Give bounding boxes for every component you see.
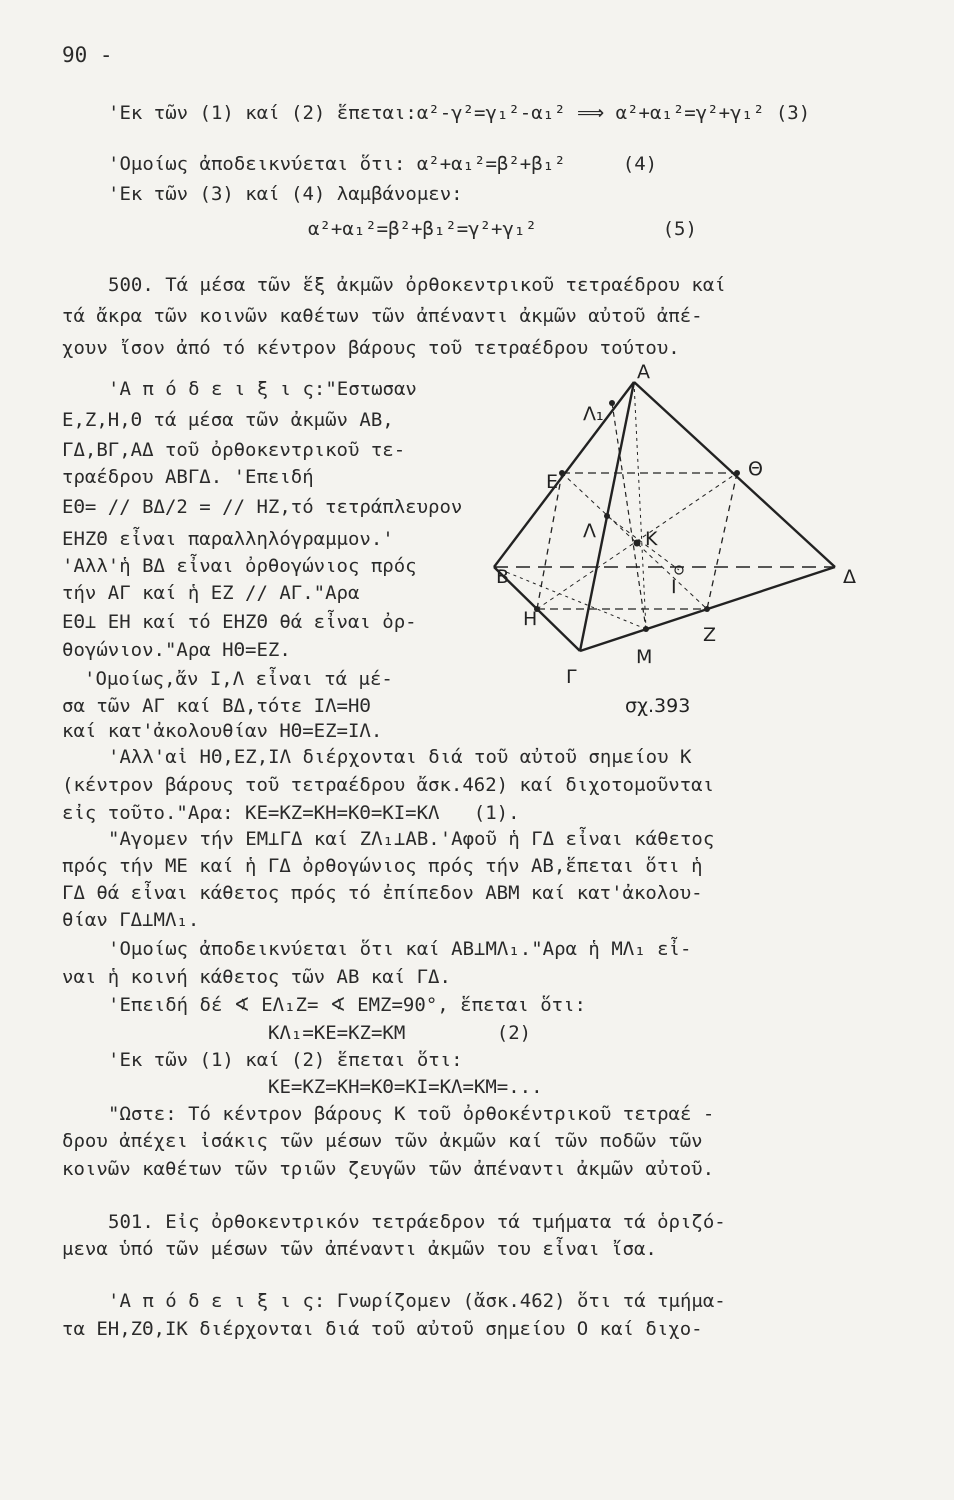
label-l1: Λ₁ bbox=[583, 403, 604, 425]
page-header: 90 - bbox=[62, 43, 113, 67]
label-k: Κ bbox=[645, 528, 658, 550]
text-line: πρός τήν ΜΕ καί ἡ ΓΔ ὀρθογώνιος πρός τήν ΑΒ,ἕπεται ὅτι ἡ bbox=[62, 855, 703, 877]
text-line: ΚΛ₁=ΚΕ=ΚΖ=ΚΜ (2) bbox=[268, 1022, 532, 1044]
text-line: θογώνιον."Αρα ΗΘ=ΕΖ. bbox=[62, 639, 291, 661]
point-l1 bbox=[609, 400, 615, 406]
text-line: ΕΘ= // ΒΔ/2 = // ΗΖ,τό τετράπλευρον bbox=[62, 496, 463, 518]
text-line: 'Ομοίως,ἄν Ι,Λ εἶναι τά μέ- bbox=[84, 668, 393, 690]
text-line: (κέντρον βάρους τοῦ τετραέδρου ἄσκ.462) καί διχοτομοῦνται bbox=[62, 774, 715, 796]
text-line: μενα ὑπό τῶν μέσων τῶν ἀπέναντι ἀκμῶν του εἶναι ἴσα. bbox=[62, 1238, 657, 1260]
label-b: Β bbox=[496, 566, 510, 588]
label-m: Μ bbox=[636, 646, 653, 668]
text-line: τά ἄκρα τῶν κοινῶν καθέτων τῶν ἀπέναντι ἀκμῶν αὐτοῦ ἀπέ- bbox=[62, 305, 703, 327]
text-line: "Αγομεν τήν ΕΜ⊥ΓΔ καί ΖΛ₁⊥ΑΒ.'Αφοῦ ἡ ΓΔ εἶναι κάθετος bbox=[108, 828, 715, 850]
text-line: 501. Εἰς ὀρθοκεντρικόν τετράεδρον τά τμήματα τά ὁριζό- bbox=[108, 1211, 726, 1233]
text-line: 'Επειδή δέ ∢ ΕΛ₁Ζ= ∢ ΕΜΖ=90°, ἕπεται ὅτι: bbox=[108, 994, 586, 1016]
text-line: 'Αλλ'αἱ ΗΘ,ΕΖ,ΙΛ διέρχονται διά τοῦ αὐτοῦ σημείου Κ bbox=[108, 746, 692, 768]
text-line: 'Ομοίως ἀποδεικνύεται ὅτι: α²+α₁²=β²+β₁² (4) bbox=[108, 153, 658, 175]
label-z: Ζ bbox=[703, 624, 717, 646]
text-line: τα ΕΗ,ΖΘ,ΙΚ διέρχονται διά τοῦ αὐτοῦ σημείου Ο καί διχο- bbox=[62, 1318, 703, 1340]
label-e: Ε bbox=[546, 471, 559, 493]
text-line: 'Εκ τῶν (1) καί (2) ἕπεται:α²-γ²=γ₁²-α₁² ⟹ α²+α₁²=γ²+γ₁² (3) bbox=[108, 102, 811, 124]
segment-b-m bbox=[494, 567, 646, 629]
text-line: τραέδρου ΑΒΓΔ. 'Επειδή bbox=[62, 466, 314, 488]
point-l bbox=[604, 513, 610, 519]
text-line: "Ωστε: Τό κέντρον βάρους Κ τοῦ ὀρθοκέντρικοῦ τετραέ - bbox=[108, 1103, 715, 1125]
text-line: 'Α π ό δ ε ι ξ ι ς:"Εστωσαν bbox=[108, 378, 417, 400]
text-line: ΓΔ,ΒΓ,ΑΔ τοῦ ὀρθοκεντρικοῦ τε- bbox=[62, 439, 406, 461]
text-line: χουν ἴσον ἀπό τό κέντρον βάρους τοῦ τετραέδρου τούτου. bbox=[62, 337, 680, 359]
text-line: ναι ἡ κοινή κάθετος τῶν ΑΒ καί ΓΔ. bbox=[62, 966, 451, 988]
text-line: 'Ομοίως ἀποδεικνύεται ὅτι καί ΑΒ⊥ΜΛ₁."Αρα ἡ ΜΛ₁ εἶ- bbox=[108, 938, 692, 960]
text-line: τήν ΑΓ καί ἡ ΕΖ // ΑΓ."Αρα bbox=[62, 582, 360, 604]
text-line: ΚΕ=ΚΖ=ΚΗ=ΚΘ=ΚΙ=ΚΛ=ΚΜ=... bbox=[268, 1076, 543, 1098]
point-m bbox=[643, 626, 649, 632]
text-line: 'Εκ τῶν (3) καί (4) λαμβάνομεν: bbox=[108, 183, 463, 205]
text-line: κοινῶν καθέτων τῶν τριῶν ζευγῶν τῶν ἀπέναντι ἀκμῶν αὐτοῦ. bbox=[62, 1158, 715, 1180]
text-line: 500. Τά μέσα τῶν ἕξ ἀκμῶν ὀρθοκεντρικοῦ τετραέδρου καί bbox=[108, 274, 726, 296]
point-k bbox=[634, 540, 641, 547]
point-theta bbox=[734, 470, 740, 476]
figure-caption: σχ.393 bbox=[625, 695, 691, 717]
text-line: 'Α π ό δ ε ι ξ ι ς: Γνωρίζομεν (ἄσκ.462) ὅτι τά τμήμα- bbox=[108, 1290, 726, 1312]
point-z bbox=[704, 606, 710, 612]
label-i: Ι bbox=[671, 576, 677, 598]
text-line: θίαν ΓΔ⊥ΜΛ₁. bbox=[62, 909, 200, 931]
text-line: α²+α₁²=β²+β₁²=γ²+γ₁² (5) bbox=[308, 218, 697, 240]
text-line: καί κατ'ἀκολουθίαν ΗΘ=ΕΖ=ΙΛ. bbox=[62, 720, 383, 742]
label-theta: Θ bbox=[748, 458, 763, 480]
label-h: Η bbox=[523, 608, 538, 630]
text-line: ΕΗΖΘ εἶναι παραλληλόγραμμον.' bbox=[62, 528, 394, 550]
point-e bbox=[559, 470, 565, 476]
text-line: Ε,Ζ,Η,Θ τά μέσα τῶν ἀκμῶν ΑΒ, bbox=[62, 409, 394, 431]
text-line: εἰς τοῦτο."Αρα: ΚΕ=ΚΖ=ΚΗ=ΚΘ=ΚΙ=ΚΛ (1). bbox=[62, 802, 520, 824]
text-line: 'Αλλ'ἡ ΒΔ εἶναι ὀρθογώνιος πρός bbox=[62, 555, 417, 577]
text-line: δρου ἀπέχει ἰσάκις τῶν μέσων τῶν ἀκμῶν καί τῶν ποδῶν τῶν bbox=[62, 1130, 703, 1152]
segment-theta-z bbox=[707, 473, 737, 609]
label-g: Γ bbox=[566, 666, 577, 688]
text-line: ΕΘ⊥ ΕΗ καί τό ΕΗΖΘ θά εἶναι ὀρ- bbox=[62, 611, 417, 633]
label-l: Λ bbox=[583, 520, 596, 542]
label-d: Δ bbox=[843, 566, 856, 588]
text-line: 'Εκ τῶν (1) καί (2) ἕπεται ὅτι: bbox=[108, 1049, 463, 1071]
label-a: Α bbox=[637, 361, 650, 383]
segment-i-l bbox=[607, 516, 679, 570]
text-line: σα τῶν ΑΓ καί ΒΔ,τότε ΙΛ=ΗΘ bbox=[62, 695, 371, 717]
text-line: ΓΔ θά εἶναι κάθετος πρός τό ἐπίπεδον ΑΒΜ καί κατ'ἀκολου- bbox=[62, 882, 703, 904]
